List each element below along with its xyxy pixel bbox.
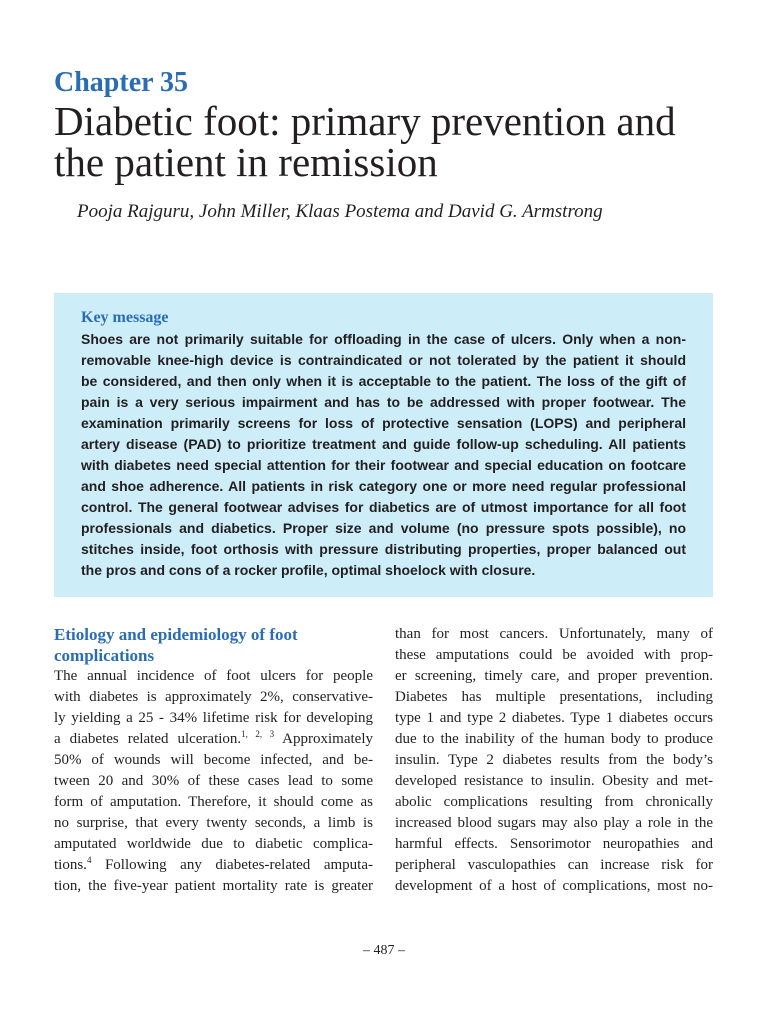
key-message-line: control. The general footwear advises for diabetics are of utmost importance for all foot — [81, 499, 686, 515]
chapter-label: Chapter 35 — [54, 67, 189, 98]
right-column — [395, 624, 713, 897]
chapter-title — [54, 98, 676, 185]
body-line: tween 20 and 30% of these cases lead to some — [54, 773, 373, 789]
body-text: a diabetes related ulceration. — [54, 731, 242, 747]
key-message-line: Shoes are not primarily suitable for offloading in the case of ulcers. Only when a non- — [81, 331, 686, 347]
body-line: peripheral vasculopathies can increase risk for — [395, 857, 713, 873]
page-number: – 487 – — [363, 943, 405, 958]
key-message-heading: Key message — [81, 309, 169, 326]
body-line: Diabetes has multiple presentations, including — [395, 689, 713, 705]
key-message-line: stitches inside, foot orthosis with pressure distributing properties, proper balanced out — [81, 541, 686, 557]
body-line: harmful effects. Sensorimotor neuropathies and — [395, 836, 713, 852]
body-line: than for most cancers. Unfortunately, many of — [395, 626, 713, 642]
key-message-line: professionals and diabetics. Proper size and volume (no pressure spots possible), no — [81, 520, 686, 536]
body-line: no surprise, that every twenty seconds, a limb is — [54, 815, 373, 831]
body-line: with diabetes is approximately 2%, conservative- — [54, 689, 373, 705]
key-message-line: the pros and cons of a rocker profile, optimal shoelock with closure. — [81, 562, 536, 578]
body-line: The annual incidence of foot ulcers for people — [54, 668, 373, 684]
body-line: increased blood sugars may also play a role in the — [395, 815, 713, 831]
body-text: tions. — [54, 857, 87, 873]
body-line: these amputations could be avoided with prop- — [395, 647, 713, 663]
key-message-line: artery disease (PAD) to prioritize treatment and guide follow-up scheduling. All patients — [81, 436, 686, 452]
citation-superscript: 4 — [86, 855, 92, 865]
body-text: Following any diabetes-related amputa- — [91, 857, 373, 873]
citation-superscript: 1, 2, 3 — [241, 729, 275, 739]
author-list: Pooja Rajguru, John Miller, Klaas Postema and David G. Armstrong — [77, 201, 603, 222]
chapter-title-line: the patient in remission — [54, 139, 438, 185]
body-line: ly yielding a 25 - 34% lifetime risk for developing — [54, 710, 373, 726]
body-text: Approximately — [274, 731, 373, 747]
body-line: due to the inability of the human body to produce — [395, 731, 713, 747]
body-line — [54, 855, 373, 876]
left-column — [54, 624, 373, 897]
body-line: development of a host of complications, most no- — [395, 878, 713, 894]
body-line: form of amputation. Therefore, it should come as — [54, 794, 373, 810]
key-message-box — [54, 293, 713, 597]
chapter-title-line: Diabetic foot: primary prevention and — [54, 98, 676, 144]
key-message-line: and shoe adherence. All patients in risk category one or more need regular professional — [81, 478, 686, 494]
key-message-line: examination primarily screens for loss of protective sensation (LOPS) and peripheral — [81, 415, 686, 431]
body-line: er screening, timely care, and proper prevention. — [395, 668, 713, 684]
body-line: abolic complications resulting from chronically — [395, 794, 713, 810]
key-message-line: removable knee-high device is contraindicated or not tolerated by the patient it should — [81, 352, 686, 368]
body-line: insulin. Type 2 diabetes results from the body’s — [395, 752, 713, 768]
key-message-line: with diabetes need special attention for their footwear and special education on footcare — [81, 457, 686, 473]
key-message-body — [81, 329, 686, 581]
body-line: type 1 and type 2 diabetes. Type 1 diabetes occurs — [395, 710, 713, 726]
body-line: tion, the five-year patient mortality rate is greater — [54, 878, 373, 894]
key-message-line: be considered, and then only when it is acceptable to the patient. The loss of the gift of — [81, 373, 686, 389]
section-heading-line: Etiology and epidemiology of foot — [54, 625, 298, 644]
body-line: 50% of wounds will become infected, and be- — [54, 752, 373, 768]
key-message-line: pain is a very serious impairment and has to be addressed with proper footwear. The — [81, 394, 686, 410]
body-line: amputated worldwide due to diabetic complica- — [54, 836, 373, 852]
body-line — [54, 729, 373, 750]
section-heading-line: complications — [54, 646, 155, 665]
body-line: developed resistance to insulin. Obesity and met- — [395, 773, 713, 789]
